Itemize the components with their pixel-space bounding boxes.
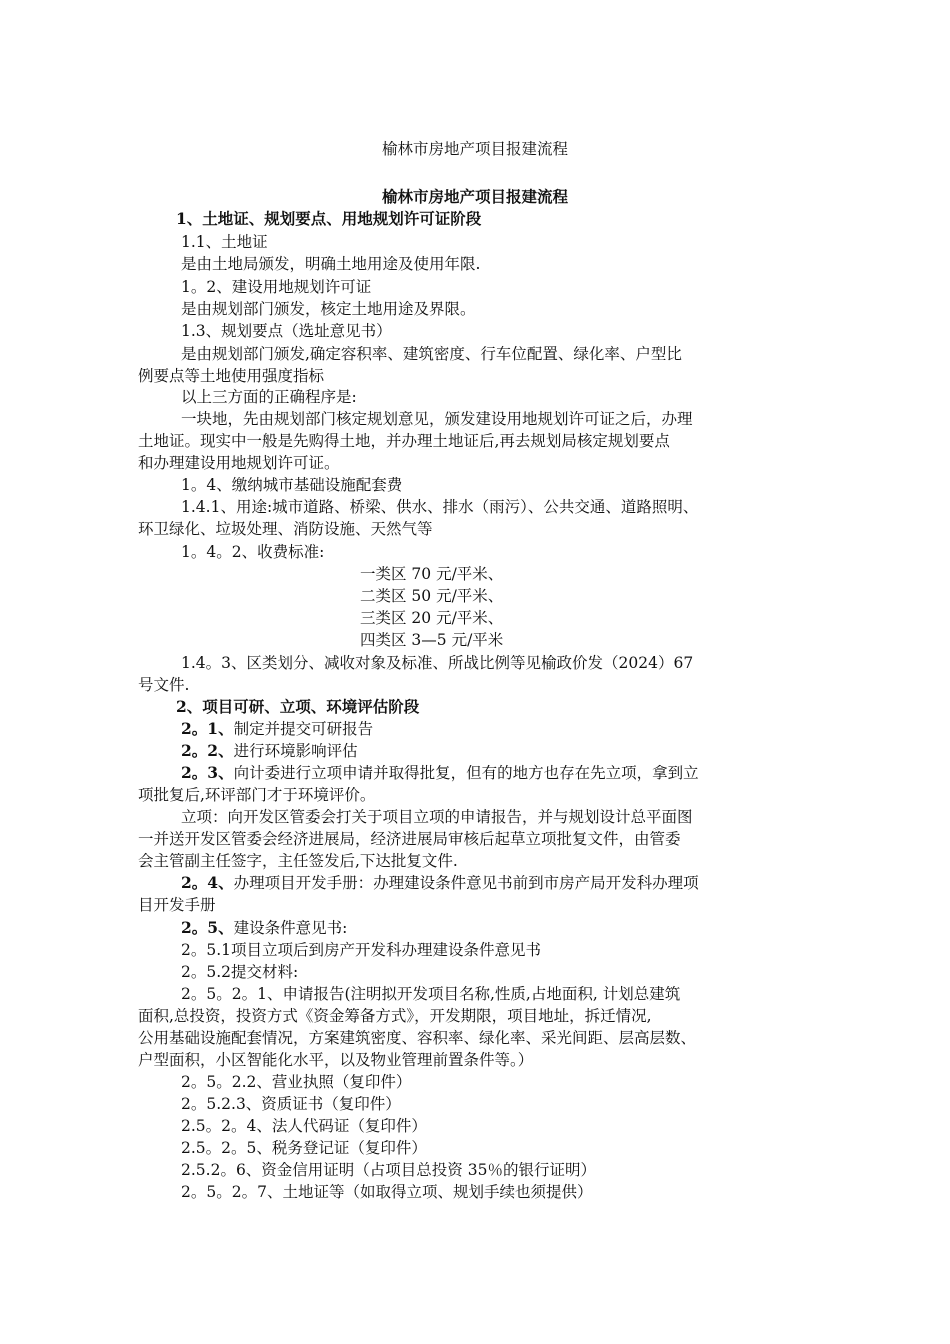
- subheading-number: 2。2、: [181, 741, 234, 760]
- paragraph-line: 立项：向开发区管委会打关于项目立项的申请报告，并与规划设计总平面图: [181, 808, 693, 826]
- paragraph-line: 例要点等土地使用强度指标: [138, 367, 325, 385]
- subheading-text: 建设条件意见书:: [233, 919, 348, 937]
- section-2-heading: 2、项目可研、立项、环境评估阶段: [176, 697, 420, 716]
- paragraph-line: 户型面积，小区智能化水平，以及物业管理前置条件等。）: [138, 1051, 534, 1069]
- subheading-number: 2。1、: [181, 719, 234, 738]
- paragraph-line: 号文件.: [138, 676, 190, 694]
- paragraph-line: 2。5.1项目立项后到房产开发科办理建设条件意见书: [181, 941, 542, 959]
- subheading-1-3: 1.3、规划要点（选址意见书）: [181, 322, 392, 340]
- paragraph: 是由土地局颁发，明确土地用途及使用年限.: [181, 255, 481, 273]
- paragraph-line: 1。4。2、收费标准:: [181, 543, 325, 561]
- paragraph-line: 是由规划部门颁发,确定容积率、建筑密度、行车位配置、绿化率、户型比: [181, 345, 682, 363]
- paragraph-line: 公用基础设施配套情况，方案建筑密度、容积率、绿化率、采光间距、层高层数、: [138, 1029, 697, 1047]
- material-item: 2.5。2。5、税务登记证（复印件）: [181, 1139, 427, 1157]
- header-title: 榆林市房地产项目报建流程: [381, 140, 568, 158]
- paragraph-line: 项批复后,环评部门才于环境评价。: [138, 786, 376, 804]
- paragraph: 是由规划部门颁发，核定土地用途及界限。: [181, 300, 476, 318]
- fee-item: 一类区 70 元/平米、: [360, 565, 504, 583]
- subheading-text: 向计委进行立项申请并取得批复，但有的地方也存在先立项，拿到立: [233, 764, 699, 782]
- paragraph-line: 1.4.1、用途:城市道路、桥梁、供水、排水（雨污）、公共交通、道路照明、: [181, 498, 699, 516]
- paragraph-line: 一并送开发区管委会经济进展局，经济进展局审核后起草立项批复文件，由管委: [138, 830, 681, 848]
- material-item: 2。5。2.2、营业执照（复印件）: [181, 1073, 412, 1091]
- fee-item: 三类区 20 元/平米、: [360, 609, 504, 627]
- material-item: 2.5。2。4、法人代码证（复印件）: [181, 1117, 427, 1135]
- material-item: 2.5.2。6、资金信用证明（占项目总投资 35％的银行证明）: [181, 1161, 596, 1179]
- subheading-1-1: 1.1、土地证: [181, 233, 268, 251]
- paragraph-line: 和办理建设用地规划许可证。: [138, 454, 340, 472]
- subheading-2-1: [181, 718, 373, 740]
- paragraph-line: 1.4。3、区类划分、减收对象及标准、所战比例等见榆政价发（2024）67: [181, 654, 694, 672]
- subheading-1-2: 1。2、建设用地规划许可证: [181, 278, 372, 296]
- section-1-heading: 1、土地证、规划要点、用地规划许可证阶段: [176, 209, 482, 228]
- subheading-text: 办理项目开发手册：办理建设条件意见书前到市房产局开发科办理项: [233, 874, 699, 892]
- subheading-2-3: [181, 762, 699, 784]
- paragraph-line: 2。5.2提交材料:: [181, 963, 299, 981]
- paragraph-line: 以上三方面的正确程序是:: [181, 388, 357, 406]
- document-title: 榆林市房地产项目报建流程: [381, 187, 568, 206]
- paragraph-line: 环卫绿化、垃圾处理、消防设施、天然气等: [138, 520, 433, 538]
- material-item: 2。5。2。7、土地证等（如取得立项、规划手续也须提供）: [181, 1183, 593, 1201]
- subheading-number: 2。4、: [181, 873, 234, 892]
- paragraph-line: 会主管副主任签字，主任签发后,下达批复文件.: [138, 852, 458, 870]
- subheading-text: 进行环境影响评估: [233, 742, 358, 760]
- paragraph-line: 2。5。2。1、申请报告(注明拟开发项目名称,性质,占地面积, 计划总建筑: [181, 985, 681, 1003]
- subheading-2-4: [181, 872, 699, 894]
- paragraph-line: 目开发手册: [138, 896, 216, 914]
- fee-item: 四类区 3—5 元/平米: [360, 631, 504, 649]
- paragraph-line: 面积,总投资，投资方式《资金筹备方式》，开发期限，项目地址，拆迁情况,: [138, 1007, 652, 1025]
- subheading-text: 制定并提交可研报告: [233, 720, 374, 738]
- fee-item: 二类区 50 元/平米、: [360, 587, 504, 605]
- paragraph-line: 土地证。现实中一般是先购得土地，并办理土地证后,再去规划局核定规划要点: [138, 432, 670, 450]
- paragraph-line: 一块地，先由规划部门核定规划意见，颁发建设用地规划许可证之后，办理: [181, 410, 693, 428]
- subheading-number: 2。5、: [181, 918, 234, 937]
- subheading-1-4: 1。4、缴纳城市基础设施配套费: [181, 476, 403, 494]
- subheading-2-2: [181, 740, 358, 762]
- subheading-2-5: [181, 917, 347, 939]
- subheading-number: 2。3、: [181, 763, 234, 782]
- material-item: 2。5.2.3、资质证书（复印件）: [181, 1095, 401, 1113]
